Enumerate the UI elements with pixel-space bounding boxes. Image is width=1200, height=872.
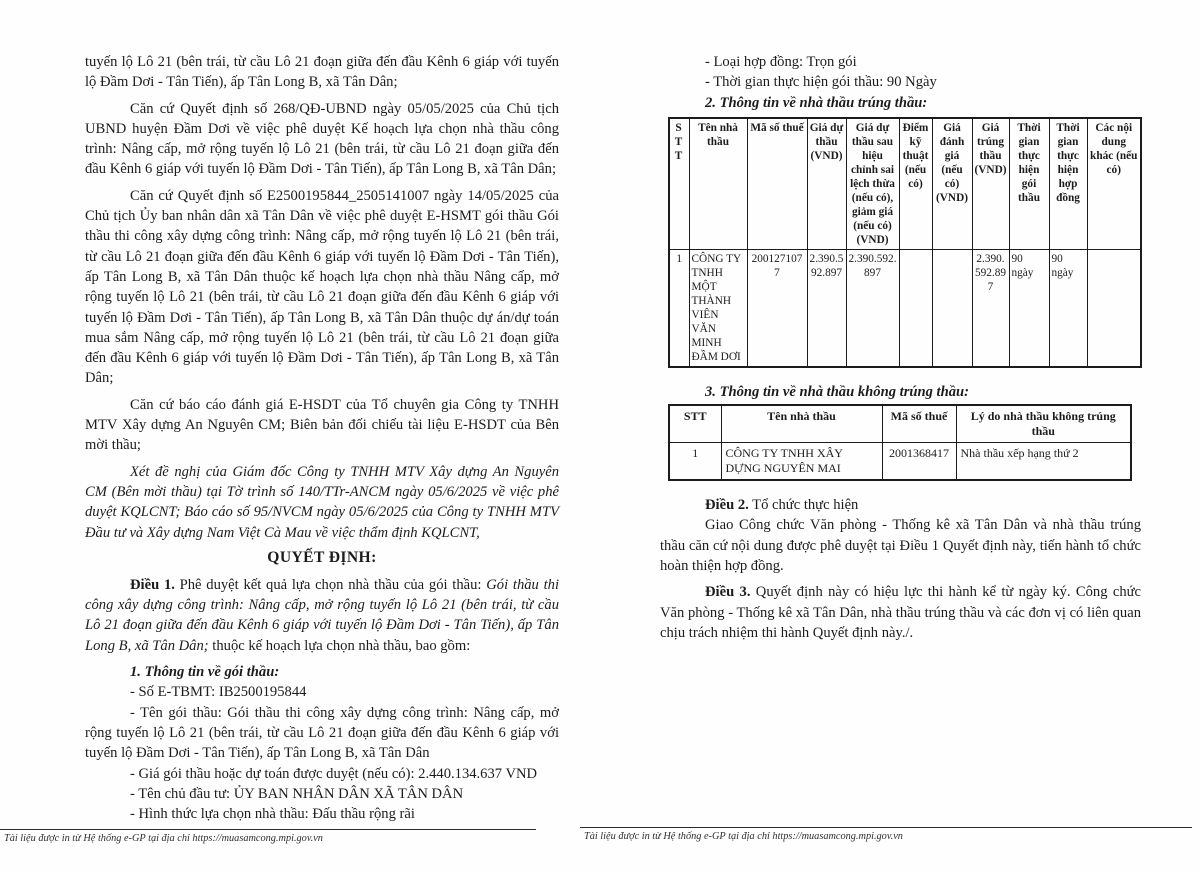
package-info-etbmt: - Số E-TBMT: IB2500195844 [130,684,307,701]
winner-table [668,117,1142,368]
article-1-paragraph [85,575,559,656]
col-header-technical-score: Điểm kỹ thuật (nếu có) [899,118,932,250]
col-header-evaluated-price: Giá đánh giá (nếu có) (VND) [932,118,972,250]
right-page-footer: Tài liệu được in từ Hệ thống e-GP tại địa chỉ https://muasamcong.mpi.gov.vn [584,831,903,842]
section-2-heading: 2. Thông tin về nhà thầu trúng thầu: [705,94,928,111]
col-header-bid-price: Giá dự thầu (VND) [807,118,846,250]
citation-paragraph-3: Căn cứ báo cáo đánh giá E-HSDT của Tổ chuyên gia Công ty TNHH MTV Xây dựng An Nguyên CM; Biên bản đối chiếu tài liệu E-HSDT của Bên mời thầu; [85,396,559,454]
left-page-column [85,52,559,824]
article-3-body: Quyết định này có hiệu lực thi hành kể từ ngày ký. Công chức Văn phòng - Thống kê xã Tân Dân, nhà thầu trúng thầu và các đơn vị có liên quan chịu trách nhiệm thi hành Quyết định này./. [660,584,1142,641]
package-name-italic: Gói thầu thi công xây dựng công trình: Nâng cấp, mở rộng tuyến lộ Lô 21 (bên trái, từ cầu Lô 21 đoạn giữa đến đầu Kênh 6 giáp với tuyến lộ Đầm Dơi - Tân Tiến), ấp Tân Long B, xã Tân Dân; [85,576,559,654]
left-footer-rule [0,829,536,830]
citation-paragraph-1: Căn cứ Quyết định số 268/QĐ-UBND ngày 05/05/2025 của Chủ tịch UBND huyện Đầm Dơi về việc phê duyệt Kế hoạch lựa chọn nhà thầu công trình: Nâng cấp, mở rộng tuyến lộ Lô 21 (bên trái, từ cầu Lô 21 đoạn giữa đến đầu Kênh 6 giáp với tuyến lộ Đầm Dơi - Tân Tiến), ấp Tân Long B, xã Tân Dân; [85,100,559,178]
nonwinner-table-row [669,443,1131,481]
nonwinner-reason-cell: Nhà thầu xếp hạng thứ 2 [956,443,1131,481]
winner-package-duration-cell: 90 ngày [1009,249,1049,367]
article-2-body: Giao Công chức Văn phòng - Thống kê xã Tân Dân và nhà thầu trúng thầu căn cứ nội dung được phê duyệt tại Điều 1 Quyết định này, tiến hành tổ chức hoàn thiện hợp đồng. [660,517,1141,575]
nonwinner-table-header-row [669,405,1131,443]
col-header-corrected-bid-price: Giá dự thầu sau hiệu chỉnh sai lệch thừa (nếu có), giảm giá (nếu có) (VND) [846,118,899,250]
right-page-column [660,52,1141,649]
winner-contract-duration-cell: 90 ngày [1049,249,1087,367]
package-info-contract-type: - Loại hợp đồng: Trọn gói [705,54,857,70]
package-info-method: - Hình thức lựa chọn nhà thầu: Đấu thầu rộng rãi [130,806,415,823]
winner-winning-price-cell: 2.390.592.897 [972,249,1009,367]
article-1-tail: thuộc kế hoạch lựa chọn nhà thầu, bao gồm: [208,637,471,654]
proposal-paragraph: Xét đề nghị của Giám đốc Công ty TNHH MTV Xây dựng An Nguyên CM (Bên mời thầu) tại Tờ trình số 140/TTr-ANCM ngày 05/6/2025 về việc phê duyệt KQLCNT; Báo cáo số 95/NVCM ngày 05/6/2025 của Công ty TNHH MTV Đầu tư và Xây dựng Nam Việt Cà Mau về việc thẩm định KQLCNT, [85,463,559,541]
package-info-name: - Tên gói thầu: Gói thầu thi công xây dựng công trình: Nâng cấp, mở rộng tuyến lộ Lô 21 (bên trái, từ cầu Lô 21 đoạn giữa đến đầu Kênh 6 giáp với tuyến lộ Đầm Dơi - Tân Tiến), ấp Tân Long B, xã Tân Dân [85,704,559,762]
package-info-investor: - Tên chủ đầu tư: ỦY BAN NHÂN DÂN XÃ TÂN DÂN [130,785,464,802]
citation-paragraph-2: Căn cứ Quyết định số E2500195844_2505141007 ngày 14/05/2025 của Chủ tịch Ủy ban nhân dân xã Tân Dân về việc phê duyệt E-HSMT gói thầu Gói thầu thi công xây dựng công trình: Nâng cấp, mở rộng tuyến lộ Lô 21 (bên trái, từ cầu Lô 21 đoạn giữa đến đầu Kênh 6 giáp với tuyến lộ Đầm Dơi - Tân Tiến), ấp Tân Long B, xã Tân Dân thuộc kế hoạch lựa chọn nhà thầu Nâng cấp, mở rộng tuyến lộ Lô 21 (bên trái, từ cầu Lô 21 đoạn giữa đến đầu Kênh 6 giáp với tuyến lộ Đầm Dơi - Tân Tiến), ấp Tân Long B, xã Tân Dân thuộc dự án/dự toán mua sắm Nâng cấp, mở rộng tuyến lộ Lô 21 (bên trái, từ cầu Lô 21 đoạn giữa đến đầu Kênh 6 giáp với tuyến lộ Đầm Dơi - Tân Tiến), ấp Tân Long B, xã Tân Dân; [85,187,559,387]
winner-stt-cell: 1 [669,249,689,367]
article-3-paragraph [660,582,1141,643]
nonwinner-name-cell: CÔNG TY TNHH XÂY DỰNG NGUYÊN MAI [721,443,882,481]
decision-heading: QUYẾT ĐỊNH: [267,548,377,566]
col-header-stt: STT [669,118,689,250]
left-page-footer: Tài liệu được in từ Hệ thống e-GP tại địa chỉ https://muasamcong.mpi.gov.vn [4,833,323,844]
col-header-tax-code: Mã số thuế [882,405,956,443]
winner-evaluated-price-cell [932,249,972,367]
col-header-tax-code: Mã số thuế [747,118,807,250]
right-footer-rule [580,827,1192,828]
col-header-winning-price: Giá trúng thầu (VND) [972,118,1009,250]
col-header-rejection-reason: Lý do nhà thầu không trúng thầu [956,405,1131,443]
winner-table-row [669,249,1141,367]
section-3-heading: 3. Thông tin về nhà thầu không trúng thầu: [705,383,969,400]
winner-bid-price-cell: 2.390.592.897 [807,249,846,367]
winner-tax-cell: 2001271077 [747,249,807,367]
article-3-label: Điều 3. [705,584,751,601]
article-1-lead: Phê duyệt kết quả lựa chọn nhà thầu của gói thầu: [174,576,487,593]
article-2-title: Tổ chức thực hiện [748,497,859,514]
col-header-contract-duration: Thời gian thực hiện hợp đồng [1049,118,1087,250]
winner-name-cell: CÔNG TY TNHH MỘT THÀNH VIÊN VĂN MINH ĐẦM DƠI [689,249,747,367]
winner-corrected-price-cell: 2.390.592.897 [846,249,899,367]
winner-technical-score-cell [899,249,932,367]
winner-table-header-row [669,118,1141,250]
package-info-duration: - Thời gian thực hiện gói thầu: 90 Ngày [705,74,937,91]
col-header-contractor-name: Tên nhà thầu [689,118,747,250]
section-1-heading: 1. Thông tin về gói thầu: [130,664,280,681]
col-header-contractor-name: Tên nhà thầu [721,405,882,443]
winner-other-cell [1087,249,1141,367]
article-2-heading [660,495,1141,515]
article-2-label: Điều 2. [705,497,749,514]
package-info-price: - Giá gói thầu hoặc dự toán được duyệt (nếu có): 2.440.134.637 VND [130,765,538,782]
continuation-paragraph: tuyến lộ Lô 21 (bên trái, từ cầu Lô 21 đoạn giữa đến đầu Kênh 6 giáp với tuyến lộ Đầm Dơi - Tân Tiến), ấp Tân Long B, xã Tân Dân; [85,54,559,91]
nonwinner-tax-cell: 2001368417 [882,443,956,481]
nonwinner-table [668,404,1132,481]
col-header-stt: STT [669,405,721,443]
nonwinner-stt-cell: 1 [669,443,721,481]
col-header-package-duration: Thời gian thực hiện gói thầu [1009,118,1049,250]
col-header-other-contents: Các nội dung khác (nếu có) [1087,118,1141,250]
article-1-label: Điều 1. [130,576,175,593]
